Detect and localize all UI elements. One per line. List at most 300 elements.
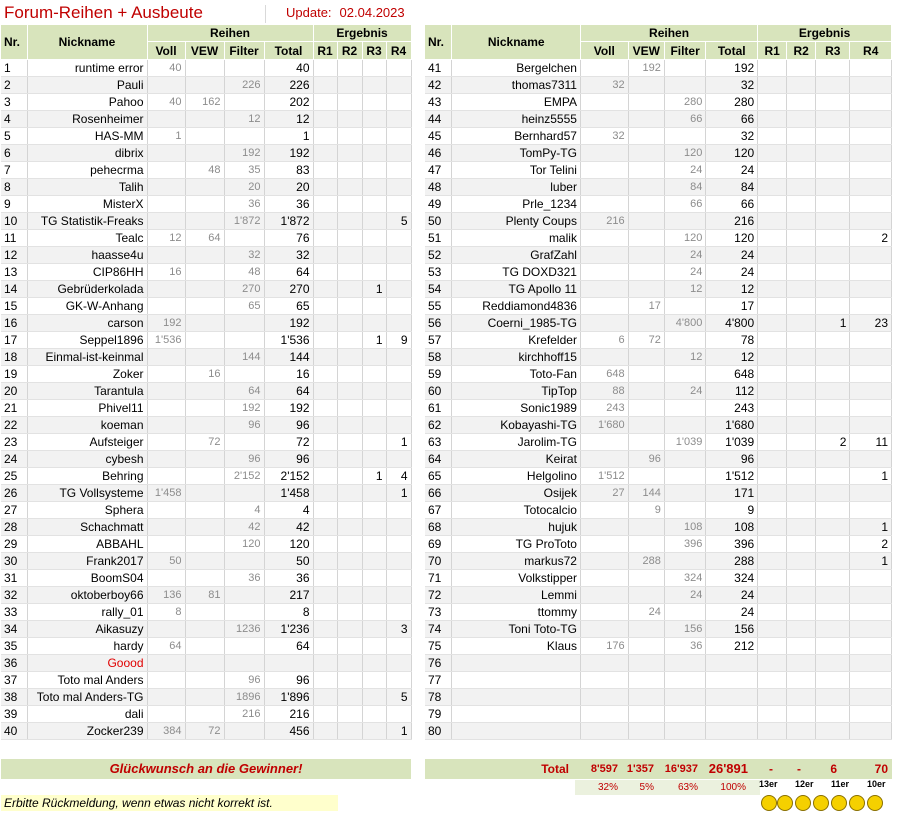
row-r1 — [313, 94, 337, 111]
row-voll — [580, 349, 628, 366]
row-filter: 12 — [664, 349, 705, 366]
row-r3 — [816, 706, 850, 723]
table-row — [1, 502, 411, 519]
row-r3 — [816, 383, 850, 400]
row-nr: 30 — [1, 553, 27, 570]
medal-10-label: 10er — [867, 779, 886, 789]
table-row — [1, 162, 411, 179]
row-nr: 49 — [425, 196, 452, 213]
row-r4 — [386, 706, 411, 723]
group-reihen: Reihen — [147, 25, 313, 42]
row-voll — [580, 519, 628, 536]
row-filter: 96 — [224, 417, 264, 434]
medal-13-icon — [761, 795, 777, 811]
row-filter — [224, 128, 264, 145]
row-voll — [580, 689, 628, 706]
row-r3 — [816, 60, 850, 77]
row-r4 — [850, 451, 892, 468]
row-r3 — [362, 502, 386, 519]
medal-13-label: 13er — [759, 779, 778, 789]
row-nickname: Zoker — [27, 366, 147, 383]
row-nickname: Tarantula — [27, 383, 147, 400]
row-vew: 16 — [185, 366, 224, 383]
row-filter — [664, 553, 705, 570]
row-r4 — [850, 162, 892, 179]
col-nickname: Nickname — [27, 25, 147, 60]
table-row — [1, 570, 411, 587]
row-r1 — [313, 638, 337, 655]
table-row — [1, 417, 411, 434]
row-r2 — [787, 400, 816, 417]
row-nr: 14 — [1, 281, 27, 298]
row-r3: 1 — [362, 332, 386, 349]
row-total: 96 — [264, 417, 313, 434]
row-r3 — [816, 77, 850, 94]
row-nickname: TG ProToto — [452, 536, 581, 553]
row-total: 64 — [264, 383, 313, 400]
row-r4 — [850, 60, 892, 77]
group-ergebnis: Ergebnis — [758, 25, 892, 42]
row-r4 — [386, 366, 411, 383]
row-total: 66 — [706, 111, 758, 128]
row-voll: 136 — [147, 587, 185, 604]
col-nr: Nr. — [1, 25, 27, 60]
row-nr: 64 — [425, 451, 452, 468]
col-r4: R4 — [386, 42, 411, 60]
row-nickname: kirchhoff15 — [452, 349, 581, 366]
row-r2 — [337, 94, 362, 111]
row-total: 72 — [264, 434, 313, 451]
row-filter: 96 — [224, 451, 264, 468]
row-voll — [147, 366, 185, 383]
row-r3: 1 — [816, 315, 850, 332]
table-row — [1, 468, 411, 485]
row-total: 216 — [706, 213, 758, 230]
row-nr: 75 — [425, 638, 452, 655]
row-r2 — [337, 332, 362, 349]
row-nr: 65 — [425, 468, 452, 485]
row-voll — [147, 434, 185, 451]
table-row — [425, 179, 892, 196]
row-total: 1'680 — [706, 417, 758, 434]
row-nr: 77 — [425, 672, 452, 689]
row-nickname: cybesh — [27, 451, 147, 468]
row-nickname: Klaus — [452, 638, 581, 655]
col-vew: VEW — [628, 42, 664, 60]
row-nr: 3 — [1, 94, 27, 111]
row-r1 — [758, 502, 787, 519]
medal-11-icon — [831, 795, 847, 811]
table-row — [425, 706, 892, 723]
row-voll — [147, 111, 185, 128]
row-r4: 1 — [850, 553, 892, 570]
row-total: 36 — [264, 570, 313, 587]
row-nickname: malik — [452, 230, 581, 247]
row-r2 — [787, 536, 816, 553]
row-r3 — [816, 281, 850, 298]
row-r3 — [816, 247, 850, 264]
group-reihen: Reihen — [580, 25, 757, 42]
row-vew: 72 — [628, 332, 664, 349]
row-r1 — [313, 264, 337, 281]
col-r4: R4 — [850, 42, 892, 60]
row-vew — [185, 621, 224, 638]
row-r2 — [787, 723, 816, 740]
row-r4 — [386, 451, 411, 468]
row-filter — [224, 723, 264, 740]
row-nickname: haasse4u — [27, 247, 147, 264]
total-total: 26'891 — [708, 761, 748, 776]
row-nr: 40 — [1, 723, 27, 740]
row-total: 4'800 — [706, 315, 758, 332]
row-voll — [580, 434, 628, 451]
table-row — [1, 621, 411, 638]
row-nr: 63 — [425, 434, 452, 451]
row-nickname: Osijek — [452, 485, 581, 502]
table-row — [425, 94, 892, 111]
row-nr: 23 — [1, 434, 27, 451]
row-r4 — [386, 383, 411, 400]
row-nr: 13 — [1, 264, 27, 281]
row-nr: 53 — [425, 264, 452, 281]
row-r3 — [362, 383, 386, 400]
row-r1 — [313, 689, 337, 706]
row-r4 — [386, 536, 411, 553]
row-filter — [664, 298, 705, 315]
row-r3 — [362, 60, 386, 77]
row-filter — [664, 451, 705, 468]
row-nr: 1 — [1, 60, 27, 77]
row-voll: 12 — [147, 230, 185, 247]
total-r2: - — [797, 762, 801, 776]
row-filter: 12 — [224, 111, 264, 128]
row-r1 — [758, 570, 787, 587]
row-r2 — [337, 77, 362, 94]
row-voll — [580, 723, 628, 740]
row-r4 — [386, 264, 411, 281]
row-vew — [628, 230, 664, 247]
row-nickname: Lemmi — [452, 587, 581, 604]
row-vew: 24 — [628, 604, 664, 621]
table-row — [425, 604, 892, 621]
row-vew: 48 — [185, 162, 224, 179]
row-total: 2'152 — [264, 468, 313, 485]
row-r4 — [386, 315, 411, 332]
row-voll: 192 — [147, 315, 185, 332]
row-filter: 4 — [224, 502, 264, 519]
table-row — [1, 536, 411, 553]
row-r2 — [787, 332, 816, 349]
row-r4 — [850, 655, 892, 672]
row-filter: 64 — [224, 383, 264, 400]
row-filter: 66 — [664, 196, 705, 213]
row-vew — [628, 179, 664, 196]
row-total: 78 — [706, 332, 758, 349]
row-nr: 37 — [1, 672, 27, 689]
row-nickname: Keirat — [452, 451, 581, 468]
row-filter — [224, 366, 264, 383]
row-nr: 28 — [1, 519, 27, 536]
row-filter: 2'152 — [224, 468, 264, 485]
row-r1 — [758, 128, 787, 145]
table-row — [1, 723, 411, 740]
row-r1 — [313, 536, 337, 553]
row-voll — [147, 179, 185, 196]
row-nr: 46 — [425, 145, 452, 162]
row-r1 — [313, 230, 337, 247]
row-r4 — [386, 281, 411, 298]
row-voll — [580, 553, 628, 570]
row-r1 — [313, 434, 337, 451]
table-row — [425, 230, 892, 247]
row-r2 — [337, 587, 362, 604]
row-nickname: ABBAHL — [27, 536, 147, 553]
col-nickname: Nickname — [452, 25, 581, 60]
row-nickname: hujuk — [452, 519, 581, 536]
row-r4 — [850, 604, 892, 621]
row-nickname: TG DOXD321 — [452, 264, 581, 281]
row-nr: 69 — [425, 536, 452, 553]
row-voll — [580, 264, 628, 281]
row-nr: 24 — [1, 451, 27, 468]
medal-12c-icon — [813, 795, 829, 811]
row-r3 — [362, 451, 386, 468]
row-total: 8 — [264, 604, 313, 621]
row-r2 — [787, 604, 816, 621]
row-filter: 35 — [224, 162, 264, 179]
row-filter — [664, 672, 705, 689]
row-nickname: Volkstipper — [452, 570, 581, 587]
row-vew — [185, 315, 224, 332]
row-nr: 10 — [1, 213, 27, 230]
row-nr: 52 — [425, 247, 452, 264]
col-r2: R2 — [787, 42, 816, 60]
row-nickname — [452, 723, 581, 740]
row-total: 202 — [264, 94, 313, 111]
row-r1 — [313, 298, 337, 315]
row-nickname: hardy — [27, 638, 147, 655]
row-total: 156 — [706, 621, 758, 638]
row-total — [706, 655, 758, 672]
table-row — [425, 349, 892, 366]
row-r1 — [313, 723, 337, 740]
feedback-note: Erbitte Rückmeldung, wenn etwas nicht korrekt ist. — [1, 795, 338, 811]
row-r3 — [362, 553, 386, 570]
row-nickname: BoomS04 — [27, 570, 147, 587]
row-r2 — [787, 672, 816, 689]
row-r3 — [362, 638, 386, 655]
row-vew — [185, 383, 224, 400]
row-r4 — [386, 162, 411, 179]
table-row — [425, 502, 892, 519]
row-r1 — [313, 553, 337, 570]
row-voll — [580, 162, 628, 179]
row-vew — [185, 400, 224, 417]
row-voll — [147, 145, 185, 162]
row-vew — [628, 536, 664, 553]
row-vew — [628, 349, 664, 366]
row-nr: 15 — [1, 298, 27, 315]
row-filter: 396 — [664, 536, 705, 553]
row-total: 1'236 — [264, 621, 313, 638]
row-r1 — [313, 587, 337, 604]
row-r4: 9 — [386, 332, 411, 349]
table-row — [1, 604, 411, 621]
row-r3 — [362, 587, 386, 604]
row-total: 4 — [264, 502, 313, 519]
row-filter: 84 — [664, 179, 705, 196]
row-vew — [185, 485, 224, 502]
row-r1 — [758, 723, 787, 740]
row-r4 — [386, 655, 411, 672]
row-vew — [628, 706, 664, 723]
row-r3 — [816, 451, 850, 468]
row-total: 83 — [264, 162, 313, 179]
row-nr: 66 — [425, 485, 452, 502]
row-vew — [185, 519, 224, 536]
row-r3 — [362, 145, 386, 162]
row-nr: 5 — [1, 128, 27, 145]
row-r1 — [758, 604, 787, 621]
pct-total: 100% — [720, 782, 746, 793]
row-filter: 120 — [224, 536, 264, 553]
row-r1 — [758, 230, 787, 247]
row-total: 24 — [706, 587, 758, 604]
row-vew — [185, 451, 224, 468]
row-total: 280 — [706, 94, 758, 111]
row-nickname: Tor Telini — [452, 162, 581, 179]
row-nickname: MisterX — [27, 196, 147, 213]
row-vew — [185, 111, 224, 128]
row-nickname: Coerni_1985-TG — [452, 315, 581, 332]
row-r1 — [313, 162, 337, 179]
row-vew — [185, 298, 224, 315]
table-row — [425, 417, 892, 434]
row-vew — [628, 94, 664, 111]
row-r2 — [337, 366, 362, 383]
row-filter: 192 — [224, 400, 264, 417]
row-nr: 60 — [425, 383, 452, 400]
row-filter: 65 — [224, 298, 264, 315]
row-nickname: runtime error — [27, 60, 147, 77]
row-r1 — [313, 383, 337, 400]
row-voll: 6 — [580, 332, 628, 349]
row-r3 — [816, 587, 850, 604]
row-filter: 1896 — [224, 689, 264, 706]
row-vew — [628, 621, 664, 638]
row-nickname: TG Vollsysteme — [27, 485, 147, 502]
row-filter — [664, 60, 705, 77]
row-vew — [628, 519, 664, 536]
table-row — [425, 434, 892, 451]
row-voll — [147, 502, 185, 519]
row-r2 — [337, 162, 362, 179]
row-filter: 96 — [224, 672, 264, 689]
row-vew — [628, 77, 664, 94]
row-r1 — [758, 77, 787, 94]
row-r2 — [337, 315, 362, 332]
row-r3 — [816, 264, 850, 281]
row-nr: 78 — [425, 689, 452, 706]
row-r2 — [787, 162, 816, 179]
row-total: 108 — [706, 519, 758, 536]
row-filter — [664, 332, 705, 349]
row-nr: 9 — [1, 196, 27, 213]
row-total: 24 — [706, 247, 758, 264]
row-total: 396 — [706, 536, 758, 553]
table-row — [425, 213, 892, 230]
row-r4 — [850, 417, 892, 434]
pct-vew: 5% — [639, 782, 654, 793]
row-vew — [185, 179, 224, 196]
row-filter — [664, 417, 705, 434]
row-nr: 16 — [1, 315, 27, 332]
row-total: 112 — [706, 383, 758, 400]
row-r4: 4 — [386, 468, 411, 485]
row-r3 — [362, 519, 386, 536]
table-row — [1, 706, 411, 723]
row-r1 — [758, 519, 787, 536]
row-voll — [580, 570, 628, 587]
row-total: 456 — [264, 723, 313, 740]
row-r1 — [313, 417, 337, 434]
row-r3 — [362, 162, 386, 179]
row-r4 — [850, 706, 892, 723]
row-r3 — [816, 723, 850, 740]
row-nr: 48 — [425, 179, 452, 196]
row-nr: 39 — [1, 706, 27, 723]
row-r4 — [386, 179, 411, 196]
row-r2 — [337, 281, 362, 298]
row-voll — [580, 230, 628, 247]
row-r3 — [362, 94, 386, 111]
table-row — [425, 655, 892, 672]
row-filter: 36 — [224, 196, 264, 213]
row-r4 — [850, 723, 892, 740]
row-nickname: dibrix — [27, 145, 147, 162]
row-filter — [664, 128, 705, 145]
row-r3 — [816, 553, 850, 570]
row-filter — [664, 502, 705, 519]
row-nickname: TomPy-TG — [452, 145, 581, 162]
table-row — [1, 366, 411, 383]
row-nickname: Tealc — [27, 230, 147, 247]
row-r3 — [816, 570, 850, 587]
row-r2 — [337, 298, 362, 315]
row-filter — [224, 553, 264, 570]
row-total: 1 — [264, 128, 313, 145]
row-r4 — [850, 264, 892, 281]
row-r2 — [787, 502, 816, 519]
row-r4 — [386, 349, 411, 366]
col-filter: Filter — [224, 42, 264, 60]
row-nr: 43 — [425, 94, 452, 111]
row-total: 217 — [264, 587, 313, 604]
row-vew — [185, 706, 224, 723]
row-vew — [628, 570, 664, 587]
row-vew — [628, 213, 664, 230]
row-total: 50 — [264, 553, 313, 570]
row-r1 — [758, 400, 787, 417]
row-vew: 64 — [185, 230, 224, 247]
row-vew — [185, 281, 224, 298]
row-r2 — [787, 349, 816, 366]
table-row — [1, 349, 411, 366]
table-row — [425, 383, 892, 400]
row-total: 76 — [264, 230, 313, 247]
table-row — [1, 383, 411, 400]
row-r4: 1 — [850, 468, 892, 485]
